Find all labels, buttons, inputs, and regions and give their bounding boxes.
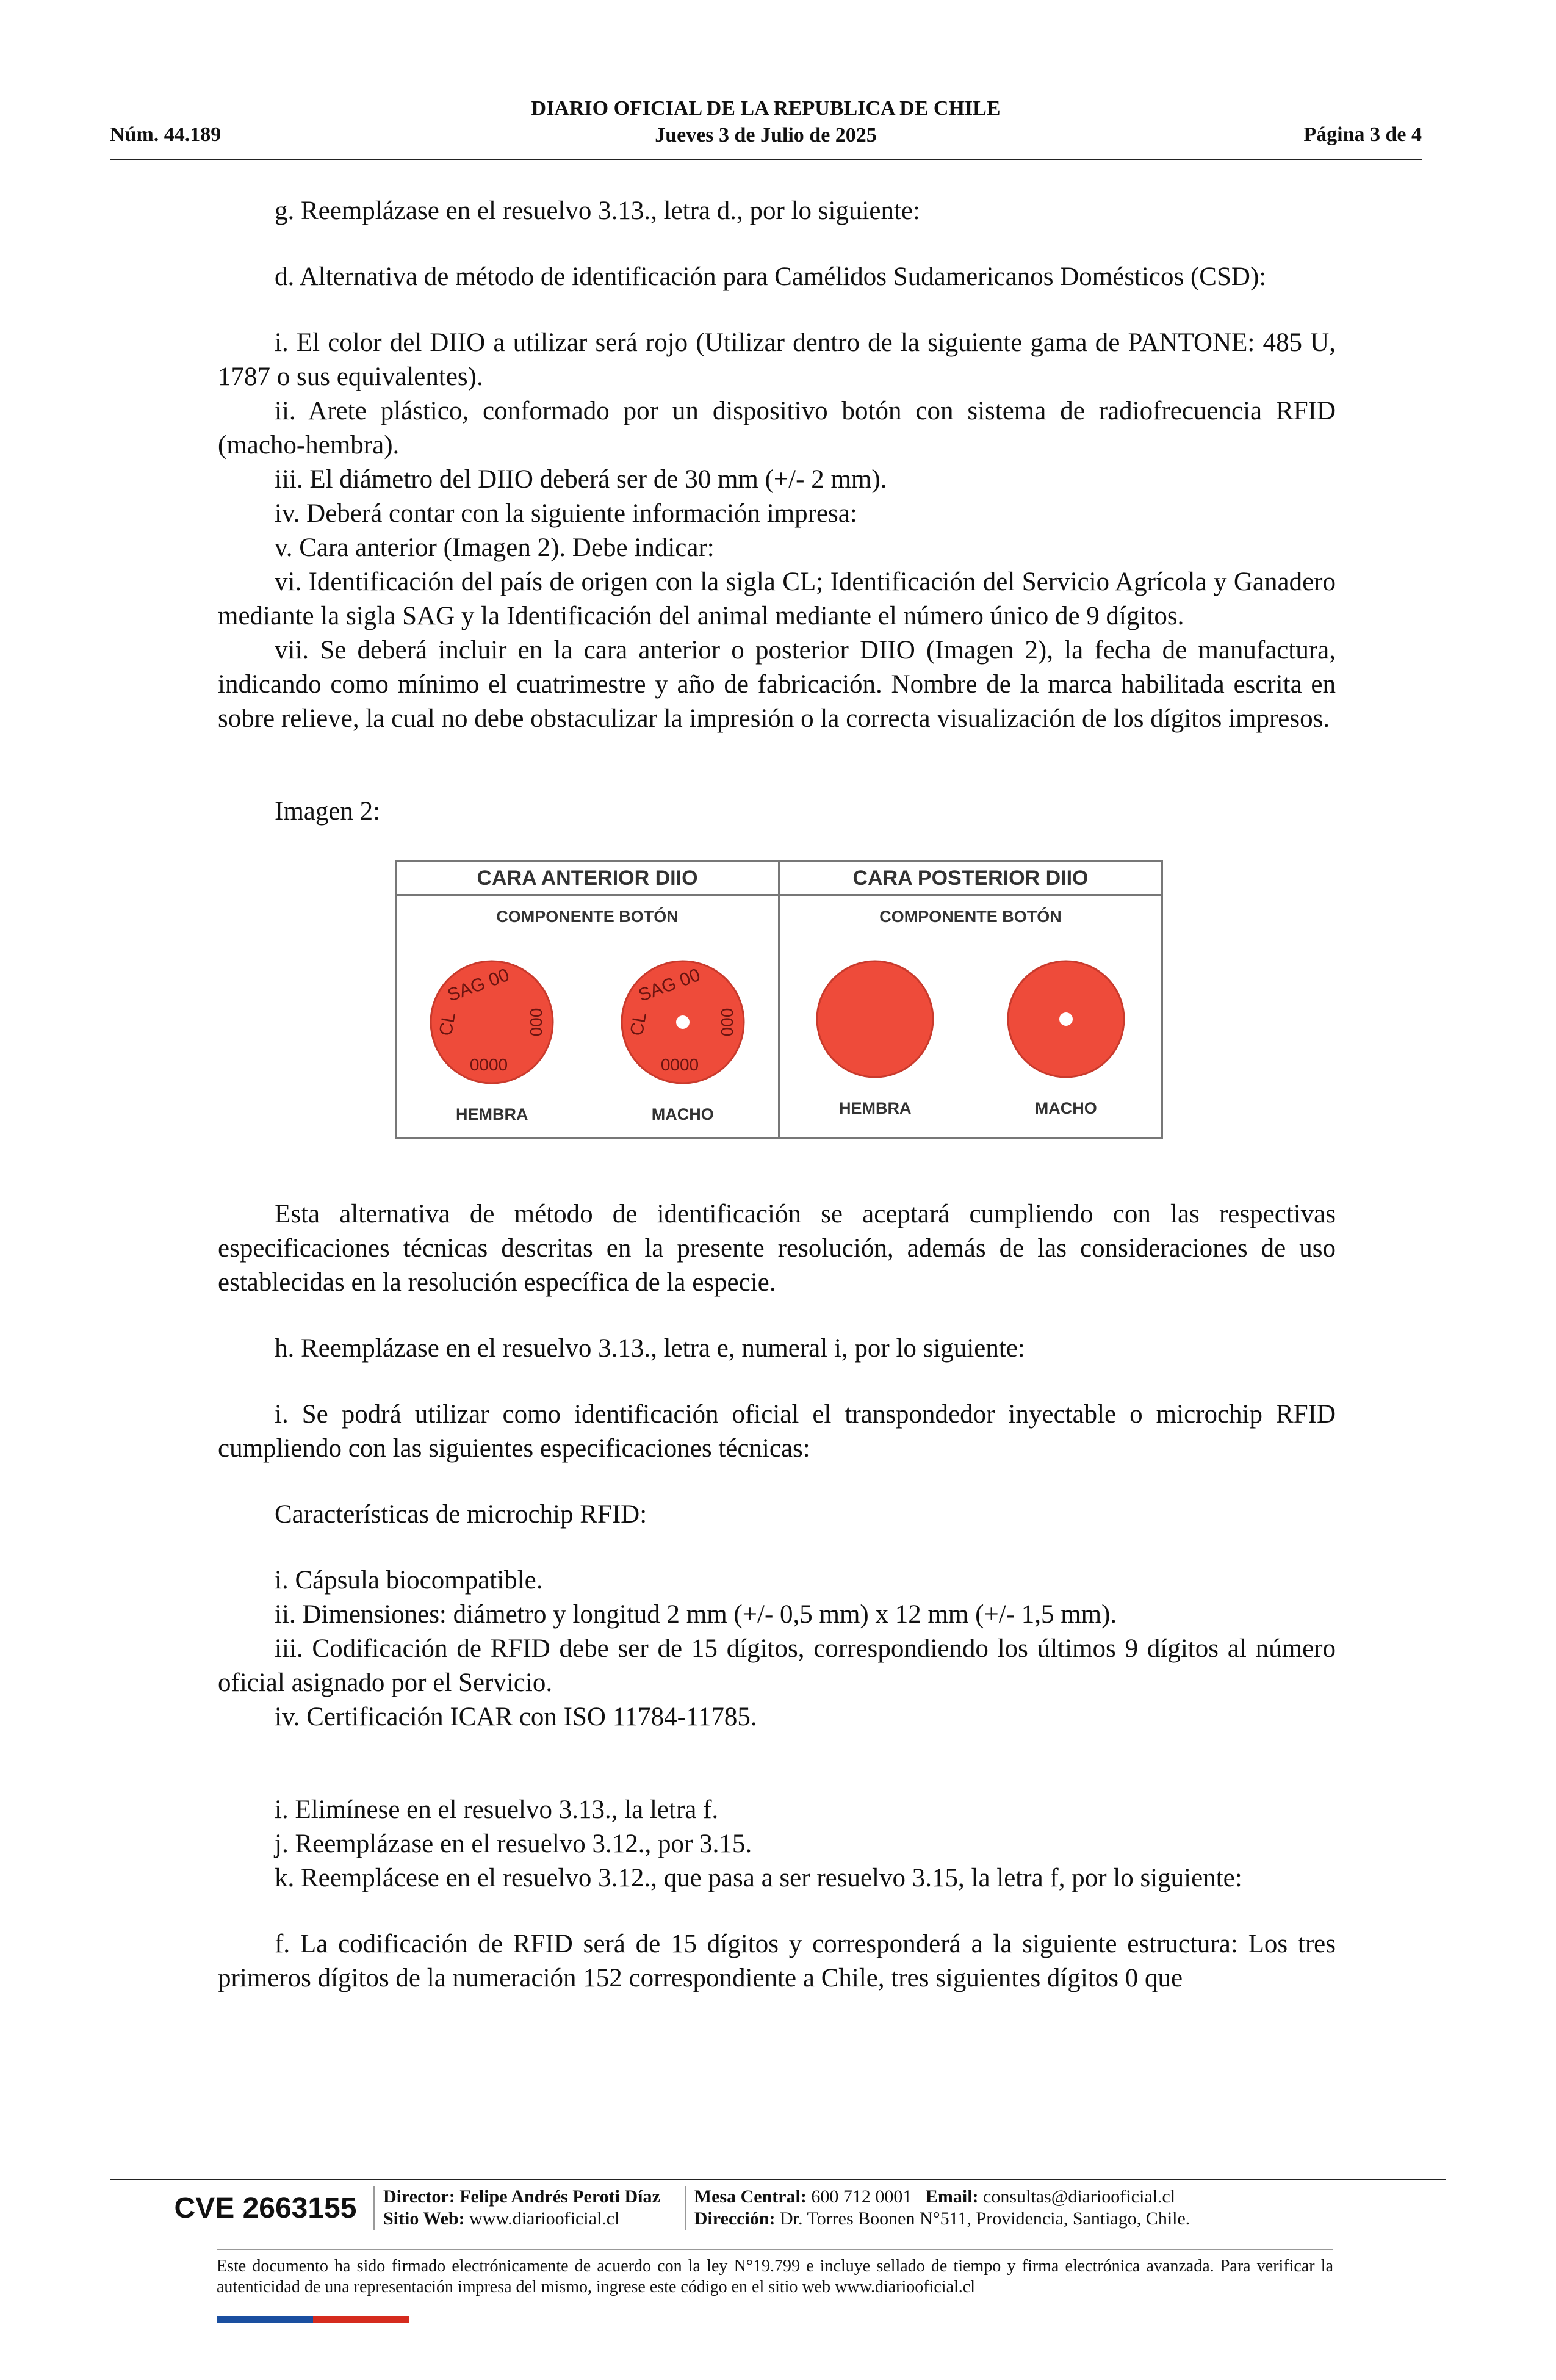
svg-text:SAG 00: SAG 00 xyxy=(635,964,703,1006)
list-item: ii. Arete plástico, conformado por un dispositivo botón con sistema de radiofrecuencia RFID (macho-hembra). xyxy=(218,397,1336,460)
female-label: HEMBRA xyxy=(839,1099,912,1117)
paragraph: f. La codificación de RFID será de 15 dígitos y corresponderá a la siguiente estructura: Los tres primeros dígitos de la numeración 152 correspondiente a Chile, tres siguientes dígitos 0 que xyxy=(218,1930,1336,1992)
list-item: vi. Identificación del país de origen con la sigla CL; Identificación del Servicio Agrícola y Ganadero mediante la sigla SAG y la Identificación del animal mediante el número único de 9 dígitos. xyxy=(218,568,1336,630)
list-item: i. Cápsula biocompatible. xyxy=(275,1566,543,1595)
front-male-disc xyxy=(622,958,744,1131)
paragraph: Esta alternativa de método de identificación se aceptará cumpliendo con las respectivas especificaciones técnicas descritas en la presente resolución, además de las consideraciones de uso establecidas en la resolución específica de la especie. xyxy=(218,1200,1336,1297)
image-2-figure xyxy=(395,860,1163,1139)
front-female-disc xyxy=(431,958,553,1131)
svg-text:000: 000 xyxy=(527,1008,546,1037)
newspaper-title: DIARIO OFICIAL DE LA REPUBLICA DE CHILE xyxy=(531,97,1001,120)
flag-color-bar xyxy=(217,2316,409,2323)
list-item: ii. Dimensiones: diámetro y longitud 2 mm (+/- 0,5 mm) x 12 mm (+/- 1,5 mm). xyxy=(275,1600,1117,1629)
svg-text:0000: 0000 xyxy=(660,1055,699,1074)
ear-tag-disc-icon xyxy=(1005,958,1127,1080)
list-item: i. El color del DIIO a utilizar será rojo (Utilizar dentro de la siguiente gama de PANTONE: 485 U, 1787 o sus equivalentes). xyxy=(218,328,1336,391)
page-number: Página 3 de 4 xyxy=(1303,123,1422,146)
svg-text:CL: CL xyxy=(436,1011,460,1037)
back-face-subtitle: COMPONENTE BOTÓN xyxy=(879,907,1062,926)
list-item: i. Elimínese en el resuelvo 3.13., la letra f. xyxy=(275,1795,719,1824)
ear-tag-disc-icon xyxy=(814,958,936,1080)
issue-date: Jueves 3 de Julio de 2025 xyxy=(655,124,877,146)
svg-text:SAG 00: SAG 00 xyxy=(445,964,513,1006)
male-label: MACHO xyxy=(1034,1099,1097,1117)
back-face-title: CARA POSTERIOR DIIO xyxy=(780,862,1161,896)
paragraph: g. Reemplázase en el resuelvo 3.13., letra d., por lo siguiente: xyxy=(275,197,920,225)
website-link[interactable]: www.diariooficial.cl xyxy=(469,2209,620,2229)
address: Dr. Torres Boonen N°511, Providencia, Santiago, Chile. xyxy=(780,2209,1190,2229)
svg-text:0000: 0000 xyxy=(470,1055,508,1074)
list-item: iv. Deberá contar con la siguiente información impresa: xyxy=(275,499,857,528)
list-item: j. Reemplázase en el resuelvo 3.12., por 3.15. xyxy=(275,1830,752,1858)
list-item: vii. Se deberá incluir en la cara anterior o posterior DIIO (Imagen 2), la fecha de manufactura, indicando como mínimo el cuatrimestre y año de fabricación. Nombre de la marca habilitada escrita en sobre relieve, la cual no debe obstaculizar la impresión o la correcta visualización de los dígitos impresos. xyxy=(218,636,1336,733)
director-name: Felipe Andrés Peroti Díaz xyxy=(459,2187,660,2207)
front-face-panel xyxy=(397,862,778,1137)
female-label: HEMBRA xyxy=(456,1105,528,1123)
front-face-subtitle: COMPONENTE BOTÓN xyxy=(496,907,679,926)
list-item: iii. El diámetro del DIIO deberá ser de 30 mm (+/- 2 mm). xyxy=(275,465,887,494)
back-female-disc xyxy=(814,958,936,1125)
back-male-disc xyxy=(1005,958,1127,1125)
svg-text:CL: CL xyxy=(626,1011,650,1037)
list-item: iii. Codificación de RFID debe ser de 15 dígitos, correspondiendo los últimos 9 dígitos al número oficial asignado por el Servicio. xyxy=(218,1634,1336,1697)
paragraph: Características de microchip RFID: xyxy=(275,1500,647,1529)
footer-contact-block: Mesa Central: 600 712 0001 Email: consultas@diariooficial.cl Dirección: Dr. Torres Boonen N°511, Providencia, Santiago, Chile. xyxy=(685,2186,1190,2230)
signature-note: Este documento ha sido firmado electrónicamente de acuerdo con la ley N°19.799 e incluye sellado de tiempo y firma electrónica avanzada. Para verificar la autenticidad de una representación impresa del mismo, ingrese este código en el sitio web www.diariooficial.cl xyxy=(217,2249,1333,2298)
page-header xyxy=(110,92,1422,160)
male-label: MACHO xyxy=(651,1105,714,1123)
document-body xyxy=(218,194,1336,1996)
ear-tag-disc-icon xyxy=(619,958,747,1086)
paragraph: d. Alternativa de método de identificación para Camélidos Sudamericanos Domésticos (CSD): xyxy=(275,262,1267,291)
issue-number: Núm. 44.189 xyxy=(110,123,222,146)
svg-text:000: 000 xyxy=(717,1008,737,1037)
paragraph: h. Reemplázase en el resuelvo 3.13., letra e, numeral i, por lo siguiente: xyxy=(275,1334,1025,1363)
email-link[interactable]: consultas@diariooficial.cl xyxy=(983,2187,1176,2207)
image-caption: Imagen 2: xyxy=(275,797,381,826)
ear-tag-disc-icon xyxy=(428,958,556,1086)
back-face-panel xyxy=(778,862,1161,1137)
list-item: v. Cara anterior (Imagen 2). Debe indicar: xyxy=(275,533,715,562)
list-item: iv. Certificación ICAR con ISO 11784-11785. xyxy=(275,1703,757,1731)
phone-number: 600 712 0001 xyxy=(811,2187,912,2207)
paragraph: i. Se podrá utilizar como identificación oficial el transpondedor inyectable o microchip RFID cumpliendo con las siguientes especificaciones técnicas: xyxy=(218,1400,1336,1463)
footer-director-block: Director: Felipe Andrés Peroti Díaz Sitio Web: www.diariooficial.cl xyxy=(373,2186,660,2230)
front-face-title: CARA ANTERIOR DIIO xyxy=(397,862,778,896)
page-footer xyxy=(110,2179,1446,2298)
header-center xyxy=(110,95,1422,149)
list-item: k. Reemplácese en el resuelvo 3.12., que pasa a ser resuelvo 3.15, la letra f, por lo siguiente: xyxy=(275,1864,1242,1892)
cve-code: CVE 2663155 xyxy=(174,2191,357,2224)
